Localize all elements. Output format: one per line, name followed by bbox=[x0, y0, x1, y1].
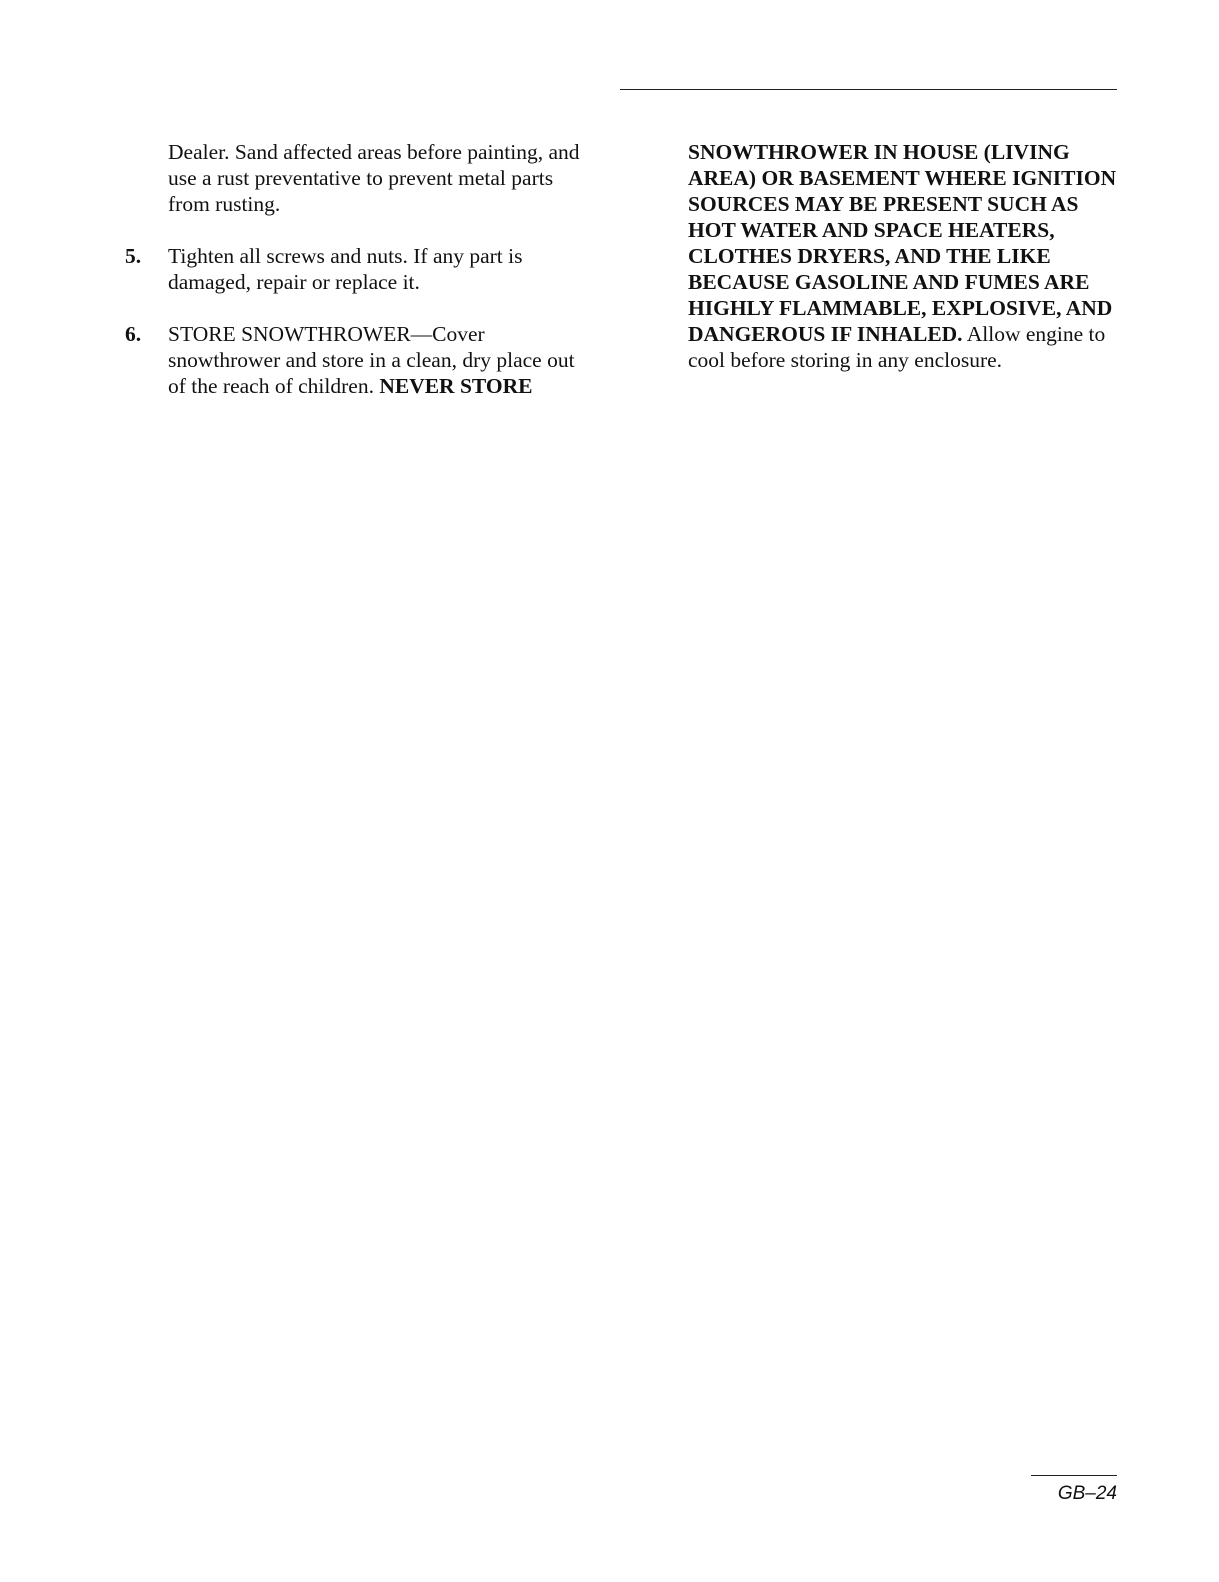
warning-bold-text: SNOWTHROWER IN HOUSE (LIVING AREA) OR BASEMENT WHERE IGNITION SOURCES MAY BE PRESENT SUCH AS HOT WATER AND SPACE HEATERS, CLOTHES DRYERS, AND THE LIKE BECAUSE GASOLINE AND FUMES ARE HIGHLY FLAMMABLE, EXPLOSIVE, AND DANGEROUS IF INHALED. bbox=[688, 140, 1117, 346]
item-text bbox=[168, 321, 595, 399]
item-text-bold: NEVER STORE bbox=[379, 374, 533, 398]
right-column bbox=[688, 139, 1120, 373]
item-number: 6. bbox=[125, 322, 142, 346]
page-number: GB–24 bbox=[1057, 1483, 1117, 1504]
left-column bbox=[125, 139, 595, 399]
list-item-6 bbox=[125, 321, 595, 399]
item-text: Tighten all screws and nuts. If any part is damaged, repair or replace it. bbox=[168, 244, 523, 294]
item-number: 5. bbox=[125, 244, 142, 268]
continued-paragraph: Dealer. Sand affected areas before painting, and use a rust preventative to prevent metal parts from rusting. bbox=[168, 140, 580, 216]
header-rule bbox=[620, 89, 1117, 90]
warning-paragraph bbox=[688, 139, 1120, 373]
warning-regular-text: Allow engine to cool before storing in any enclosure. bbox=[688, 322, 1106, 372]
list-item-5 bbox=[125, 243, 595, 295]
item-text-regular: STORE SNOWTHROWER—Cover snowthrower and store in a clean, dry place out of the reach of children. bbox=[168, 322, 575, 398]
footer-rule bbox=[1031, 1475, 1117, 1476]
